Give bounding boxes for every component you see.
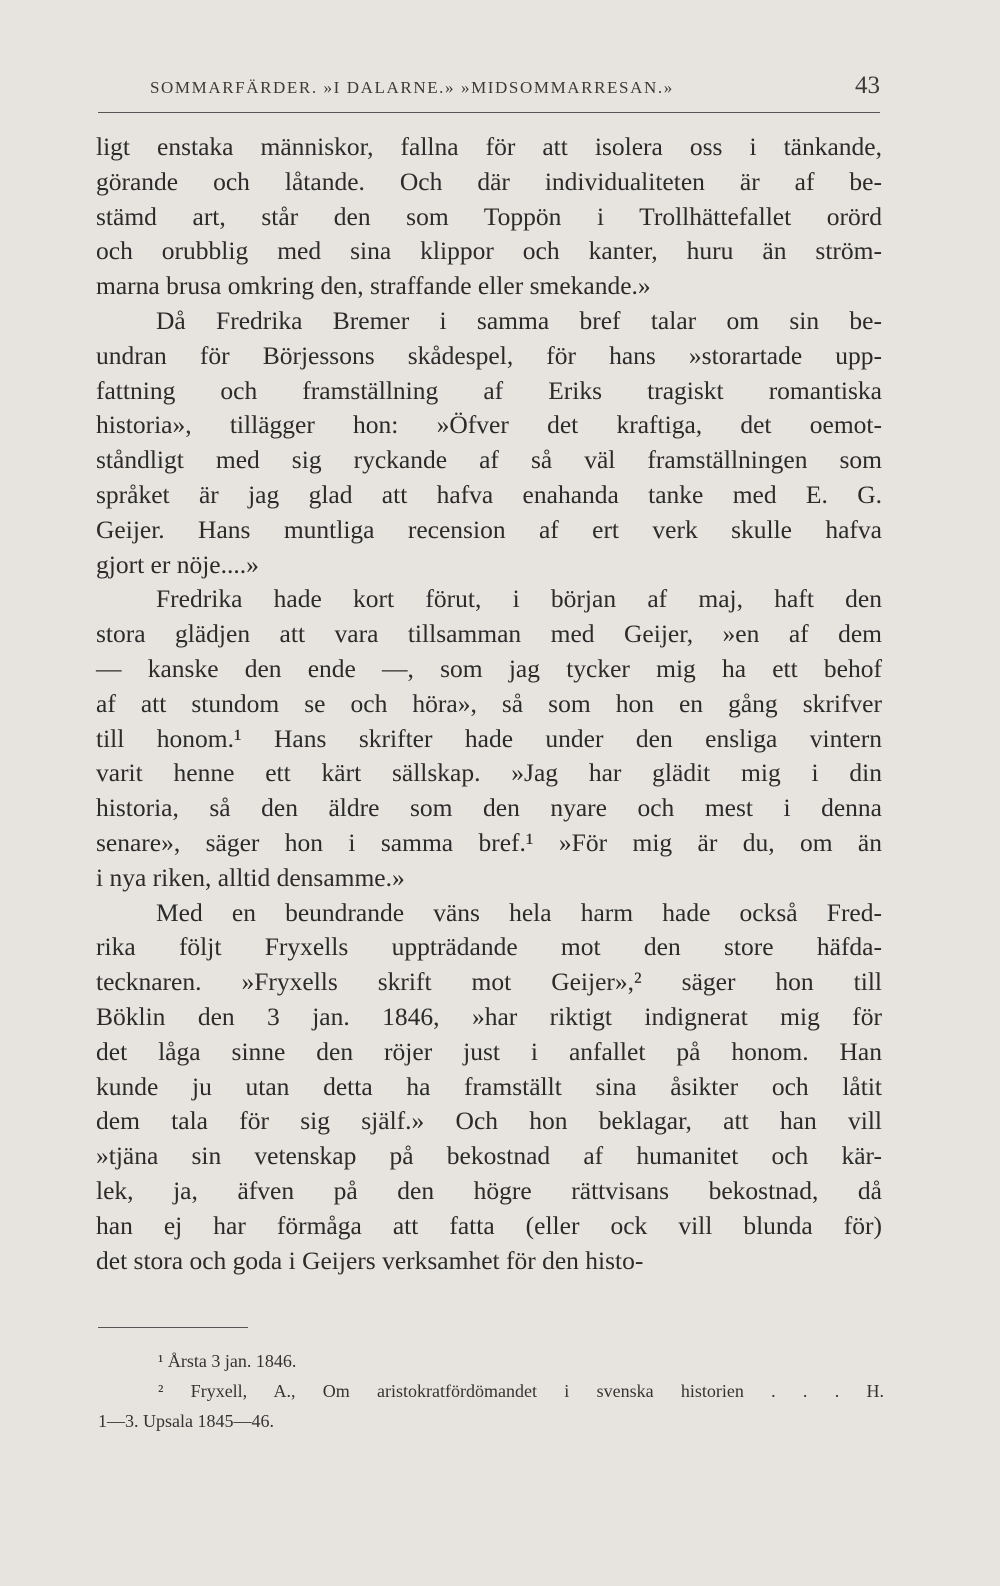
footnote-rule bbox=[98, 1327, 248, 1328]
text-line: språket är jag glad att hafva enahanda tanke med E. G. bbox=[96, 479, 882, 509]
footnote: ² Fryxell, A., Om aristokratfördömandet i svenska historien . . . H. bbox=[158, 1381, 884, 1401]
text-line: det stora och goda i Geijers verksamhet för den histo- bbox=[96, 1245, 644, 1275]
text-line: stora glädjen att vara tillsamman med Geijer, »en af dem bbox=[96, 619, 882, 649]
running-header bbox=[150, 72, 880, 100]
text-line: rika följt Fryxells uppträdande mot den store häfda- bbox=[96, 932, 882, 962]
text-line: i nya riken, alltid densamme.» bbox=[96, 862, 405, 892]
text-line: gjort er nöje....» bbox=[96, 549, 259, 579]
text-line: stämd art, står den som Toppön i Trollhättefallet orörd bbox=[96, 201, 882, 231]
text-line: Böklin den 3 jan. 1846, »har riktigt indignerat mig för bbox=[96, 1001, 882, 1031]
text-line: dem tala för sig själf.» Och hon beklagar, att han vill bbox=[96, 1106, 882, 1136]
text-line: Då Fredrika Bremer i samma bref talar om sin be- bbox=[156, 305, 882, 335]
text-line: lek, ja, äfven på den högre rättvisans bekostnad, då bbox=[96, 1175, 882, 1205]
text-line: Fredrika hade kort förut, i början af maj, haft den bbox=[156, 584, 882, 614]
text-line: historia», tillägger hon: »Öfver det kraftiga, det oemot- bbox=[96, 410, 882, 440]
footnotes bbox=[98, 1346, 884, 1436]
text-line: görande och låtande. Och där individualiteten är af be- bbox=[96, 166, 882, 196]
text-line: marna brusa omkring den, straffande eller smekande.» bbox=[96, 271, 651, 301]
text-line: tecknaren. »Fryxells skrift mot Geijer»,² säger hon till bbox=[96, 967, 882, 997]
text-line: fattning och framställning af Eriks tragiskt romantiska bbox=[96, 375, 882, 405]
text-line: det låga sinne den röjer just i anfallet på honom. Han bbox=[96, 1036, 882, 1066]
text-line: ligt enstaka människor, fallna för att isolera oss i tänkande, bbox=[96, 132, 882, 161]
text-line: varit henne ett kärt sällskap. »Jag har glädit mig i din bbox=[96, 758, 882, 788]
header-rule bbox=[98, 112, 880, 113]
text-line: kunde ju utan detta ha framställt sina åsikter och låtit bbox=[96, 1071, 882, 1101]
text-line: historia, så den äldre som den nyare och mest i denna bbox=[96, 793, 882, 823]
text-line: »tjäna sin vetenskap på bekostnad af humanitet och kär- bbox=[96, 1141, 882, 1171]
text-line: af att stundom se och höra», så som hon en gång skrifver bbox=[96, 688, 882, 718]
text-line: — kanske den ende —, som jag tycker mig ha ett behof bbox=[96, 653, 882, 683]
running-title: SOMMARFÄRDER. »I DALARNE.» »MIDSOMMARRESAN.» bbox=[150, 78, 674, 97]
body-text bbox=[96, 130, 882, 1278]
text-line: till honom.¹ Hans skrifter hade under den ensliga vintern bbox=[96, 723, 882, 753]
footnote: 1—3. Upsala 1845—46. bbox=[98, 1411, 274, 1431]
text-line: undran för Börjessons skådespel, för hans »storartade upp- bbox=[96, 340, 882, 370]
text-line: han ej har förmåga att fatta (eller ock vill blunda för) bbox=[96, 1210, 882, 1240]
text-line: Med en beundrande väns hela harm hade också Fred- bbox=[156, 897, 882, 927]
text-line: ståndligt med sig ryckande af så väl framställningen som bbox=[96, 445, 882, 475]
page-number: 43 bbox=[855, 72, 880, 99]
footnote: ¹ Årsta 3 jan. 1846. bbox=[158, 1351, 297, 1371]
text-line: senare», säger hon i samma bref.¹ »För mig är du, om än bbox=[96, 827, 882, 857]
text-line: och orubblig med sina klippor och kanter, huru än ström- bbox=[96, 236, 882, 266]
text-line: Geijer. Hans muntliga recension af ert verk skulle hafva bbox=[96, 514, 882, 544]
